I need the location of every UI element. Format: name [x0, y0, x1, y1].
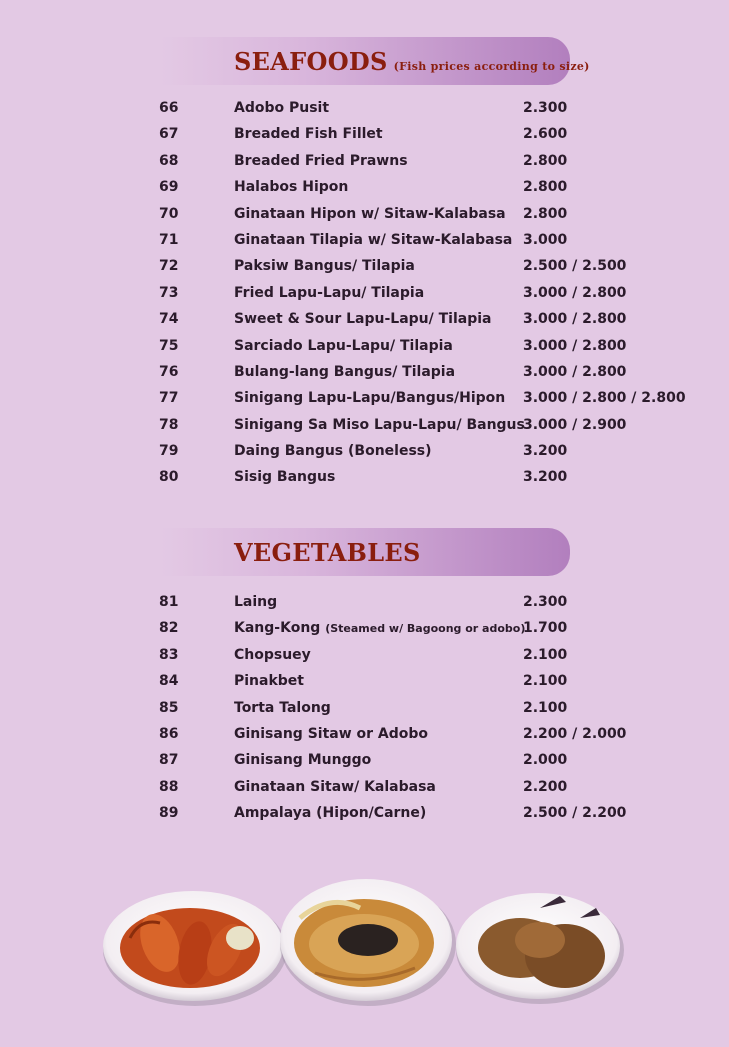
menu-item-row [0, 413, 729, 439]
item-number: 89 [159, 805, 179, 822]
item-price: 2.000 [523, 752, 568, 769]
item-number: 78 [159, 416, 179, 433]
menu-item-row [0, 96, 729, 122]
item-number: 72 [159, 258, 179, 275]
item-name-text: Ginataan Hipon w/ Sitaw-Kalabasa [234, 205, 506, 222]
item-number: 83 [159, 646, 179, 663]
item-name-text: Laing [234, 594, 278, 610]
menu-item-row [0, 696, 729, 722]
item-number: 68 [159, 152, 179, 169]
item-number: 86 [159, 725, 179, 742]
item-name [234, 285, 424, 301]
item-price: 2.200 / 2.000 [523, 725, 627, 742]
item-price: 2.800 [523, 205, 568, 222]
menu-item-row [0, 616, 729, 642]
item-name-text: Ginisang Sitaw or Adobo [234, 725, 429, 742]
food-photo-strip [100, 878, 630, 1008]
item-name-text: Torta Talong [234, 699, 331, 716]
item-price: 3.000 / 2.800 [523, 284, 627, 301]
item-price: 2.500 / 2.200 [523, 805, 627, 822]
item-name [234, 390, 505, 406]
item-name-text: Bulang-lang Bangus/ Tilapia [234, 363, 456, 380]
item-name [234, 338, 453, 354]
menu-item-row [0, 775, 729, 801]
item-price: 2.600 [523, 126, 568, 143]
menu-item-row [0, 722, 729, 748]
menu-item-row [0, 590, 729, 616]
item-number: 73 [159, 284, 179, 301]
item-name-text: Fried Lapu-Lapu/ Tilapia [234, 284, 425, 301]
seafoods-header [160, 37, 590, 85]
seafoods-title: SEAFOODS (Fish prices according to size) [234, 47, 590, 76]
item-price: 2.100 [523, 646, 568, 663]
item-price: 3.200 [523, 469, 568, 486]
menu-item-row [0, 801, 729, 827]
seafoods-list [0, 96, 729, 492]
item-price: 3.200 [523, 443, 568, 460]
item-name [234, 752, 371, 768]
item-name-text: Ginisang Munggo [234, 752, 372, 769]
item-price: 2.300 [523, 594, 568, 610]
item-price: 3.000 / 2.800 / 2.800 [523, 390, 686, 407]
item-number: 66 [159, 100, 179, 116]
item-price: 2.200 [523, 778, 568, 795]
item-number: 75 [159, 337, 179, 354]
vegetables-header [160, 528, 570, 576]
item-price: 3.000 / 2.800 [523, 363, 627, 380]
item-price: 2.800 [523, 152, 568, 169]
item-name-text: Ampalaya (Hipon/Carne) [234, 805, 427, 822]
item-number: 82 [159, 620, 179, 637]
item-name-text: Sinigang Lapu-Lapu/Bangus/Hipon [234, 390, 506, 407]
item-price: 3.000 [523, 231, 568, 248]
menu-item-row [0, 228, 729, 254]
item-name [234, 311, 491, 327]
item-number: 77 [159, 390, 179, 407]
item-price: 2.100 [523, 673, 568, 690]
item-name [234, 443, 432, 459]
item-name [234, 206, 506, 222]
menu-item-row [0, 175, 729, 201]
item-price: 2.100 [523, 699, 568, 716]
item-name [234, 469, 335, 485]
item-name [234, 417, 525, 433]
vegetables-title: VEGETABLES [234, 538, 421, 567]
item-name [234, 805, 426, 821]
item-number: 79 [159, 443, 179, 460]
fish-dish-image [280, 879, 456, 1006]
item-price: 1.700 [523, 620, 568, 637]
item-name-text: Adobo Pusit [234, 100, 330, 116]
menu-item-row [0, 281, 729, 307]
item-price: 2.300 [523, 100, 568, 116]
item-name-text: Daing Bangus (Boneless) [234, 443, 432, 460]
item-name-text: Chopsuey [234, 646, 311, 663]
item-price: 3.000 / 2.800 [523, 311, 627, 328]
item-name [234, 100, 329, 116]
item-name [234, 594, 277, 610]
item-name [234, 179, 348, 195]
seafoods-note: (Fish prices according to size) [393, 60, 590, 73]
item-name-text: Ginataan Sitaw/ Kalabasa [234, 778, 436, 795]
item-name-text: Sisig Bangus [234, 469, 336, 486]
menu-item-row [0, 254, 729, 280]
item-price: 3.000 / 2.800 [523, 337, 627, 354]
item-name-text: Halabos Hipon [234, 179, 349, 196]
item-name-text: Kang-Kong [234, 620, 321, 637]
item-name [234, 364, 455, 380]
item-number: 81 [159, 594, 179, 610]
item-number: 67 [159, 126, 179, 143]
item-price: 3.000 / 2.900 [523, 416, 627, 433]
item-name-text: Breaded Fried Prawns [234, 152, 408, 169]
item-number: 88 [159, 778, 179, 795]
item-name-text: Ginataan Tilapia w/ Sitaw-Kalabasa [234, 231, 513, 248]
menu-item-row [0, 386, 729, 412]
item-name [234, 153, 408, 169]
item-name [234, 647, 311, 663]
eggplant-dish-image [456, 893, 624, 1004]
item-name [234, 726, 428, 742]
item-note: (Steamed w/ Bagoong or adobo) [325, 622, 526, 636]
item-name [234, 779, 436, 795]
menu-item-row [0, 360, 729, 386]
item-number: 85 [159, 699, 179, 716]
item-price: 2.500 / 2.500 [523, 258, 627, 275]
item-name-text: Paksiw Bangus/ Tilapia [234, 258, 415, 275]
item-name-text: Breaded Fish Fillet [234, 126, 383, 143]
menu-item-row [0, 202, 729, 228]
item-number: 70 [159, 205, 179, 222]
menu-item-row [0, 334, 729, 360]
menu-item-row [0, 439, 729, 465]
item-name-text: Pinakbet [234, 673, 304, 690]
item-number: 69 [159, 179, 179, 196]
item-name [234, 258, 415, 274]
menu-item-row [0, 122, 729, 148]
prawns-dish-image [103, 891, 287, 1006]
menu-item-row [0, 465, 729, 491]
menu-item-row [0, 149, 729, 175]
item-number: 76 [159, 363, 179, 380]
item-number: 84 [159, 673, 179, 690]
item-number: 87 [159, 752, 179, 769]
item-name-text: Sweet & Sour Lapu-Lapu/ Tilapia [234, 311, 492, 328]
item-name [234, 620, 525, 636]
item-name-text: Sarciado Lapu-Lapu/ Tilapia [234, 337, 453, 354]
item-name [234, 700, 331, 716]
menu-item-row [0, 748, 729, 774]
item-number: 74 [159, 311, 179, 328]
menu-item-row [0, 643, 729, 669]
item-name [234, 126, 383, 142]
item-name [234, 232, 512, 248]
item-price: 2.800 [523, 179, 568, 196]
item-number: 80 [159, 469, 179, 486]
item-name-text: Sinigang Sa Miso Lapu-Lapu/ Bangus [234, 416, 525, 433]
menu-item-row [0, 669, 729, 695]
item-number: 71 [159, 231, 179, 248]
item-name [234, 673, 304, 689]
vegetables-list [0, 590, 729, 828]
menu-item-row [0, 307, 729, 333]
